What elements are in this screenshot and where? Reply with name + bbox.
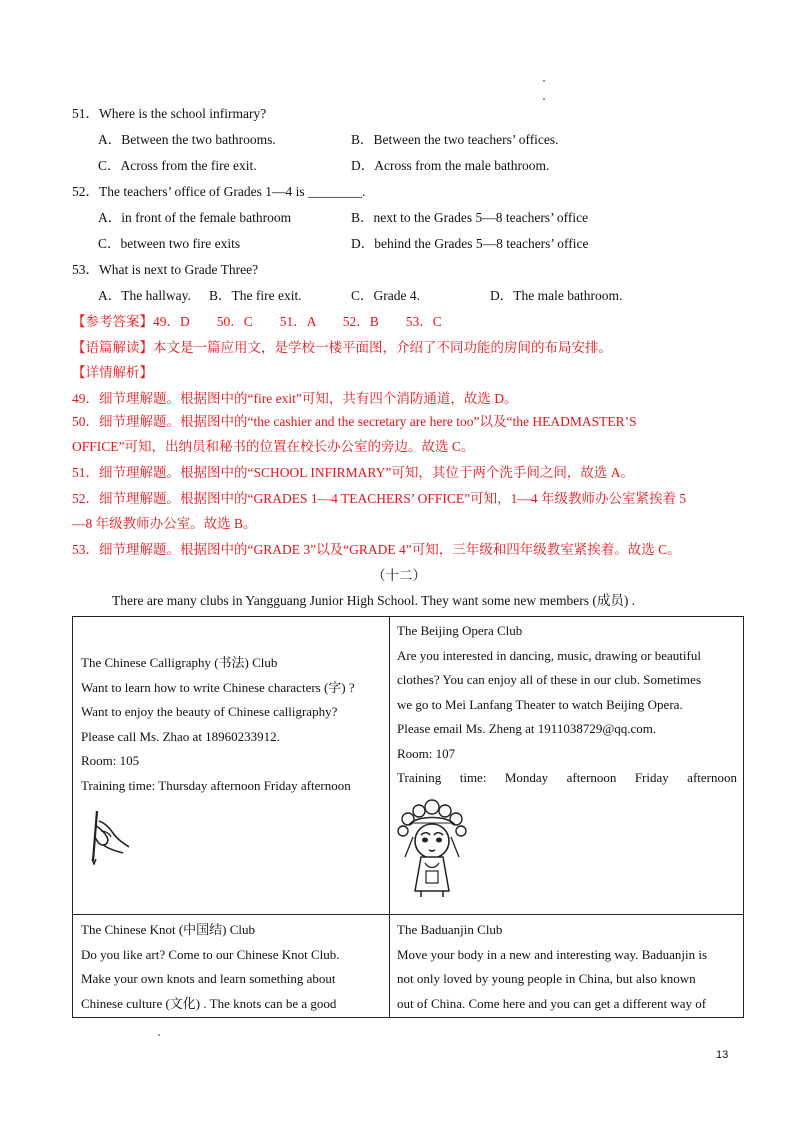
calligraphy-club-title: The Chinese Calligraphy (书法) Club <box>81 655 278 670</box>
calligraphy-club-phone: Please call Ms. Zhao at 18960233912. <box>81 728 280 744</box>
training-word: Friday <box>634 770 669 785</box>
scan-dot <box>543 80 545 82</box>
opera-club-title: The Beijing Opera Club <box>397 623 523 638</box>
opera-club-cell <box>397 619 737 791</box>
explanation-52-line-2: —8 年级教师办公室。故选 B。 <box>72 516 257 531</box>
page-number: 13 <box>716 1049 729 1061</box>
training-word: time: <box>459 770 487 785</box>
baduanjin-club-cell <box>397 918 707 1016</box>
opera-club-text: Are you interested in dancing, music, drawing or beautiful <box>397 647 701 663</box>
question-53-stem: 53．What is next to Grade Three? <box>72 262 259 277</box>
baduanjin-club-title: The Baduanjin Club <box>397 922 503 937</box>
detail-analysis-title: 【详情解析】 <box>72 365 153 380</box>
calligraphy-club-room: Room: 105 <box>81 753 140 768</box>
question-53-option-a: A．The hallway. <box>98 288 191 303</box>
explanation-51: 51．细节理解题。根据图中的“SCHOOL INFIRMARY”可知，其位于两个洗手间之间，故选 A。 <box>72 465 635 480</box>
opera-club-text: clothes? You can enjoy all of these in our club. Sometimes <box>397 672 702 687</box>
knot-club-text: Make your own knots and learn something about <box>81 971 336 986</box>
opera-club-room: Room: 107 <box>397 745 456 761</box>
training-word: afternoon <box>566 770 617 785</box>
calligraphy-club-text: Want to learn how to write Chinese characters (字) ? <box>81 679 355 695</box>
question-51-option-a: A．Between the two bathrooms. <box>98 132 276 147</box>
clubs-table <box>72 616 744 1018</box>
explanation-50-line-1: 50．细节理解题。根据图中的“the cashier and the secretary are here too”以及“the HEADMASTER’S <box>72 414 637 429</box>
baduanjin-club-text: out of China. Come here and you can get a different way of <box>397 995 707 1011</box>
training-word: Training <box>397 770 442 785</box>
question-52-option-b: B．next to the Grades 5—8 teachers’ office <box>351 210 589 225</box>
calligraphy-club-text: Want to enjoy the beauty of Chinese calligraphy? <box>81 704 338 719</box>
opera-club-training-time <box>397 766 737 791</box>
passage-reading: 【语篇解读】本文是一篇应用文，是学校一楼平面图，介绍了不同功能的房间的布局安排。 <box>72 340 612 355</box>
question-52-option-d: D．behind the Grades 5—8 teachers’ office <box>351 236 589 251</box>
opera-club-text: we go to Mei Lanfang Theater to watch Beijing Opera. <box>397 696 683 712</box>
table-divider-horizontal <box>73 914 743 915</box>
question-52-option-c: C．between two fire exits <box>98 236 241 251</box>
question-51-option-d: D．Across from the male bathroom. <box>351 158 550 173</box>
question-51-option-c: C．Across from the fire exit. <box>98 158 257 173</box>
explanation-49: 49．细节理解题。根据图中的“fire exit”可知，共有四个消防通道，故选 D。 <box>72 391 518 406</box>
reference-answer: 【参考答案】49．D 50．C 51．A 52．B 53．C <box>72 314 442 329</box>
scan-dot <box>543 98 545 100</box>
question-52-stem: 52．The teachers’ office of Grades 1—4 is ________. <box>72 184 366 199</box>
opera-club-email: Please email Ms. Zheng at 1911038729@qq.com. <box>397 721 657 736</box>
knot-club-text: Chinese culture (文化) . The knots can be a good <box>81 995 337 1011</box>
knot-club-text: Do you like art? Come to our Chinese Knot Club. <box>81 946 340 962</box>
calligraphy-brush-illustration <box>83 809 133 865</box>
knot-club-title: The Chinese Knot (中国结) Club <box>81 922 256 937</box>
section-title: （十二） <box>372 568 426 583</box>
explanation-52-line-1: 52．细节理解题。根据图中的“GRADES 1—4 TEACHERS’ OFFICE”可知，1—4 年级教师办公室紧挨着 5 <box>72 491 687 506</box>
question-53-option-d: D．The male bathroom. <box>490 288 623 303</box>
calligraphy-club-training-time: Training time: Thursday afternoon Friday afternoon <box>81 777 351 793</box>
question-53-option-b: B．The fire exit. <box>209 288 302 303</box>
explanation-53: 53．细节理解题。根据图中的“GRADE 3”以及“GRADE 4”可知，三年级和四年级教室紧挨着。故选 C。 <box>72 542 681 557</box>
question-53-option-c: C．Grade 4. <box>351 288 420 303</box>
table-divider-vertical <box>389 617 390 1017</box>
question-52-option-a: A．in front of the female bathroom <box>98 210 292 225</box>
training-word: Monday <box>504 770 549 785</box>
explanation-50-line-2: OFFICE”可知，出纳员和秘书的位置在校长办公室的旁边。故选 C。 <box>72 439 475 454</box>
section-intro: There are many clubs in Yangguang Junior High School. They want some new members (成员) . <box>112 593 636 608</box>
question-51-stem: 51．Where is the school infirmary? <box>72 106 267 121</box>
baduanjin-club-text: not only loved by young people in China, but also known <box>397 971 696 986</box>
training-word: afternoon <box>687 770 737 785</box>
baduanjin-club-text: Move your body in a new and interesting way. Baduanjin is <box>397 946 708 962</box>
knot-club-cell <box>81 918 340 1016</box>
scan-dot <box>158 1034 160 1036</box>
question-51-option-b: B．Between the two teachers’ offices. <box>351 132 559 147</box>
calligraphy-club-cell <box>81 651 355 798</box>
opera-figure-illustration <box>395 795 469 899</box>
